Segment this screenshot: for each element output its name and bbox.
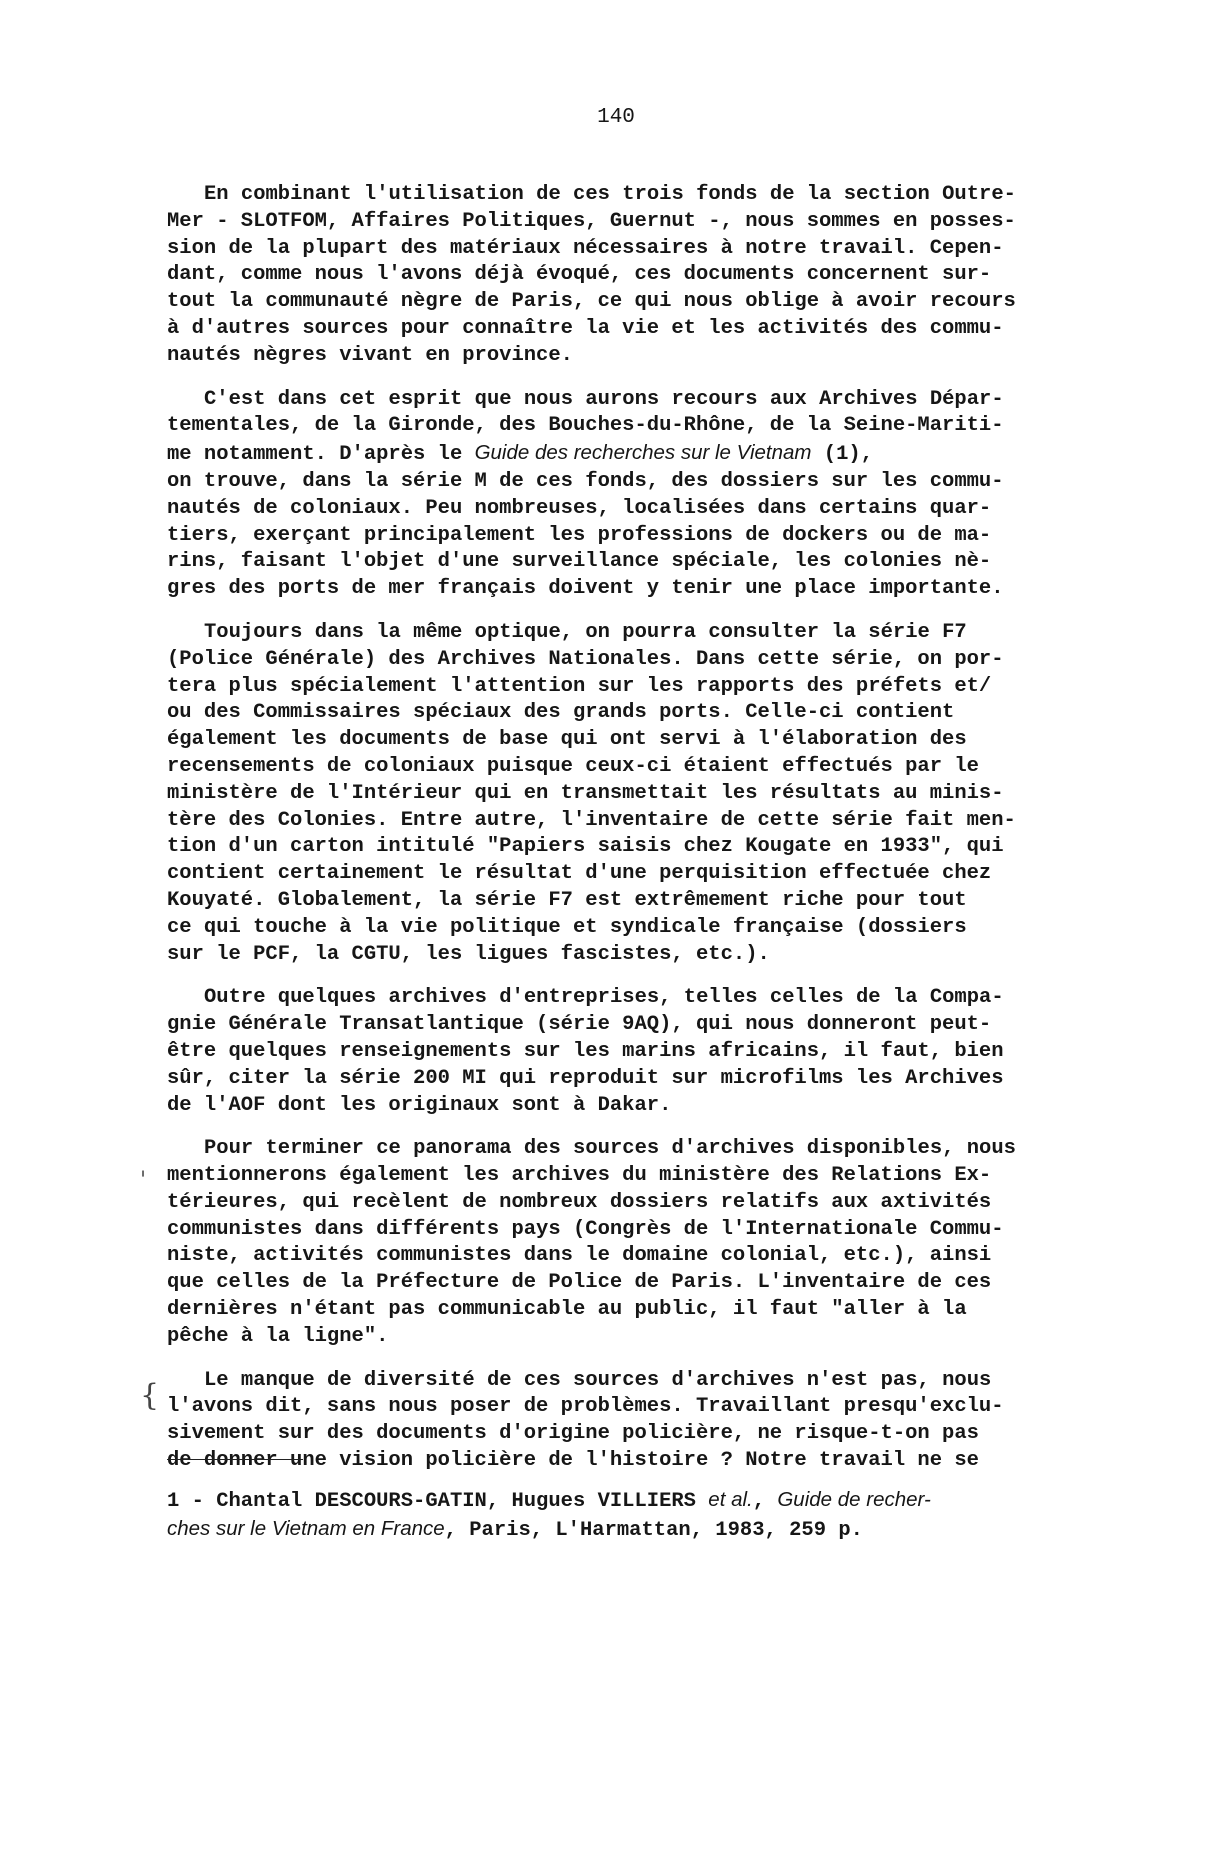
text-line: nautés de coloniaux. Peu nombreuses, localisées dans certains quar- bbox=[167, 496, 992, 520]
text-line: sur le PCF, la CGTU, les ligues fascistes, etc.). bbox=[167, 942, 770, 966]
text-line: être quelques renseignements sur les marins africains, il faut, bien bbox=[167, 1039, 1004, 1063]
text-line: tout la communauté nègre de Paris, ce qui nous oblige à avoir recours bbox=[167, 290, 1016, 314]
footnote-separator bbox=[167, 1459, 303, 1460]
footnote-publication: , Paris, L'Harmattan, 1983, 259 p. bbox=[444, 1519, 863, 1542]
footnote-sep: , bbox=[752, 1490, 778, 1513]
page-number: 140 bbox=[597, 106, 635, 129]
text-line: térieures, qui recèlent de nombreux dossiers relatifs aux axtivités bbox=[167, 1190, 992, 1214]
text-line: contient certainement le résultat d'une perquisition effectuée chez bbox=[167, 862, 992, 886]
footnote-title-cont: ches sur le Vietnam en France bbox=[167, 1517, 445, 1540]
footnote-ref: (1), bbox=[811, 443, 873, 467]
paragraph bbox=[167, 387, 1087, 603]
text-line: rins, faisant l'objet d'une surveillance spéciale, les colonies nè- bbox=[167, 550, 992, 574]
footnote-text: 1 - Chantal DESCOURS-GATIN, Hugues VILLIERS bbox=[167, 1490, 709, 1513]
text-line: de l'AOF dont les originaux sont à Dakar. bbox=[167, 1093, 672, 1117]
text-line: ou des Commissaires spéciaux des grands ports. Celle-ci contient bbox=[167, 701, 955, 725]
text-line: ministère de l'Intérieur qui en transmettait les résultats au minis- bbox=[167, 781, 1004, 805]
footnote bbox=[167, 1486, 1087, 1544]
text-line: l'avons dit, sans nous poser de problèmes. Travaillant presqu'exclu- bbox=[167, 1395, 1004, 1419]
text-line: nautés nègres vivant en province. bbox=[167, 343, 573, 367]
text-line: tion d'un carton intitulé "Papiers saisis chez Kougate en 1933", qui bbox=[167, 835, 1004, 859]
text-line: de donner une vision policière de l'histoire ? Notre travail ne se bbox=[167, 1449, 979, 1473]
text-line: dernières n'étant pas communicable au public, il faut "aller à la bbox=[167, 1298, 967, 1322]
paragraph bbox=[167, 182, 1087, 370]
text-line: Pour terminer ce panorama des sources d'archives disponibles, nous bbox=[204, 1137, 1016, 1161]
text-line: tera plus spécialement l'attention sur les rapports des préfets et/ bbox=[167, 674, 992, 698]
text-line: tère des Colonies. Entre autre, l'inventaire de cette série fait men- bbox=[167, 808, 1016, 832]
text-line: sûr, citer la série 200 MI qui reproduit sur microfilms les Archives bbox=[167, 1066, 1004, 1090]
text-line: Kouyaté. Globalement, la série F7 est extrêmement riche pour tout bbox=[167, 888, 967, 912]
text-line: C'est dans cet esprit que nous aurons recours aux Archives Dépar- bbox=[204, 387, 1004, 411]
text-line: sion de la plupart des matériaux nécessaires à notre travail. Cepen- bbox=[167, 236, 1004, 260]
body-text bbox=[167, 182, 1087, 1492]
paragraph bbox=[167, 985, 1087, 1119]
paragraph bbox=[167, 1136, 1087, 1350]
text-line: mentionnerons également les archives du ministère des Relations Ex- bbox=[167, 1164, 992, 1188]
text-line: gnie Générale Transatlantique (série 9AQ), qui nous donneront peut- bbox=[167, 1013, 992, 1037]
text-line: ce qui touche à la vie politique et syndicale française (dossiers bbox=[167, 915, 967, 939]
text-line: recensements de coloniaux puisque ceux-ci étaient effectués par le bbox=[167, 754, 979, 778]
text-line: (Police Générale) des Archives Nationales. Dans cette série, on por- bbox=[167, 647, 1004, 671]
text-line: tementales, de la Gironde, des Bouches-du-Rhône, de la Seine-Mariti- bbox=[167, 414, 1004, 438]
text-line: Le manque de diversité de ces sources d'archives n'est pas, nous bbox=[204, 1368, 992, 1392]
text-line: Mer - SLOTFOM, Affaires Politiques, Guernut -, nous sommes en posses- bbox=[167, 209, 1016, 233]
margin-bracket-mark: { bbox=[140, 1378, 160, 1413]
text-line: on trouve, dans la série M de ces fonds, des dossiers sur les commu- bbox=[167, 469, 1004, 493]
margin-annotation-mark: ' bbox=[140, 1168, 147, 1193]
cited-title: Guide des recherches sur le Vietnam bbox=[474, 441, 812, 465]
text-line: niste, activités communistes dans le domaine colonial, etc.), ainsi bbox=[167, 1244, 992, 1268]
text-line: tiers, exerçant principalement les professions de dockers ou de ma- bbox=[167, 523, 992, 547]
text-line: sivement sur des documents d'origine policière, ne risque-t-on pas bbox=[167, 1422, 979, 1446]
text-line: Toujours dans la même optique, on pourra consulter la série F7 bbox=[204, 620, 967, 644]
text-line: me notamment. D'après le bbox=[167, 443, 475, 467]
paragraph bbox=[167, 1368, 1087, 1475]
footnote-etal: et al. bbox=[708, 1488, 753, 1511]
paragraph bbox=[167, 620, 1087, 968]
text-line: En combinant l'utilisation de ces trois fonds de la section Outre- bbox=[204, 183, 1016, 206]
text-line: communistes dans différents pays (Congrès de l'Internationale Commu- bbox=[167, 1217, 1004, 1241]
footnote-title: Guide de recher- bbox=[777, 1488, 931, 1511]
text-line: que celles de la Préfecture de Police de Paris. L'inventaire de ces bbox=[167, 1271, 992, 1295]
text-line: gres des ports de mer français doivent y tenir une place importante. bbox=[167, 577, 1004, 601]
text-line: également les documents de base qui ont servi à l'élaboration des bbox=[167, 728, 967, 752]
text-line: dant, comme nous l'avons déjà évoqué, ces documents concernent sur- bbox=[167, 263, 992, 287]
text-line: Outre quelques archives d'entreprises, telles celles de la Compa- bbox=[204, 986, 1004, 1010]
text-line: pêche à la ligne". bbox=[167, 1324, 389, 1348]
text-line: à d'autres sources pour connaître la vie et les activités des commu- bbox=[167, 316, 1004, 340]
